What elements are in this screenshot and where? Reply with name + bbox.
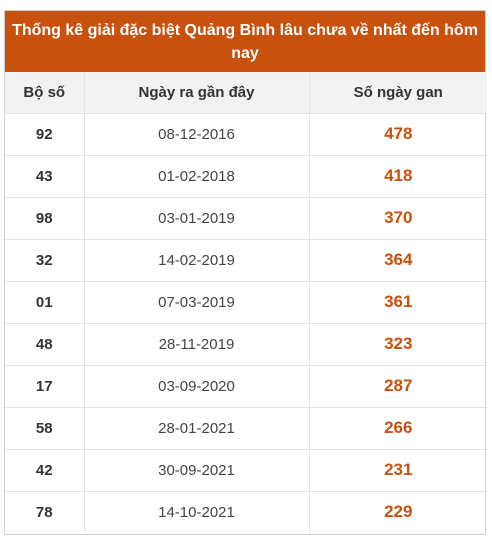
cell-date: 07-03-2019	[84, 281, 309, 323]
cell-number: 48	[5, 323, 84, 365]
cell-number: 32	[5, 239, 84, 281]
cell-number: 58	[5, 407, 84, 449]
cell-date: 03-01-2019	[84, 197, 309, 239]
header-days-gan: Số ngày gan	[309, 72, 487, 113]
table-row	[5, 365, 487, 407]
cell-days: 323	[309, 323, 487, 365]
cell-number: 92	[5, 113, 84, 155]
stats-table-container	[4, 10, 486, 535]
cell-date: 14-10-2021	[84, 491, 309, 533]
table-row	[5, 281, 487, 323]
table-row	[5, 155, 487, 197]
cell-date: 28-11-2019	[84, 323, 309, 365]
table-row	[5, 449, 487, 491]
cell-date: 30-09-2021	[84, 449, 309, 491]
gan-stats-table	[5, 72, 487, 533]
table-row	[5, 113, 487, 155]
cell-days: 287	[309, 365, 487, 407]
cell-date: 03-09-2020	[84, 365, 309, 407]
header-number: Bộ số	[5, 72, 84, 113]
table-title: Thống kê giải đặc biệt Quảng Bình lâu chưa về nhất đến hôm nay	[5, 11, 485, 72]
cell-number: 98	[5, 197, 84, 239]
table-row	[5, 323, 487, 365]
cell-date: 08-12-2016	[84, 113, 309, 155]
cell-date: 01-02-2018	[84, 155, 309, 197]
cell-days: 266	[309, 407, 487, 449]
cell-days: 229	[309, 491, 487, 533]
cell-number: 42	[5, 449, 84, 491]
cell-days: 418	[309, 155, 487, 197]
cell-number: 43	[5, 155, 84, 197]
cell-number: 78	[35, 503, 53, 521]
cell-days: 370	[309, 197, 487, 239]
table-row	[5, 239, 487, 281]
table-row	[5, 491, 487, 533]
cell-number: 01	[5, 281, 84, 323]
cell-date: 14-02-2019	[84, 239, 309, 281]
header-recent-date: Ngày ra gần đây	[84, 72, 309, 113]
cell-number: 17	[5, 365, 84, 407]
cell-days: 478	[309, 113, 487, 155]
cell-date: 28-01-2021	[84, 407, 309, 449]
header-row	[5, 72, 487, 113]
cell-days: 231	[309, 449, 487, 491]
cell-days: 364	[309, 239, 487, 281]
cell-days: 361	[309, 281, 487, 323]
table-row	[5, 197, 487, 239]
table-row	[5, 407, 487, 449]
